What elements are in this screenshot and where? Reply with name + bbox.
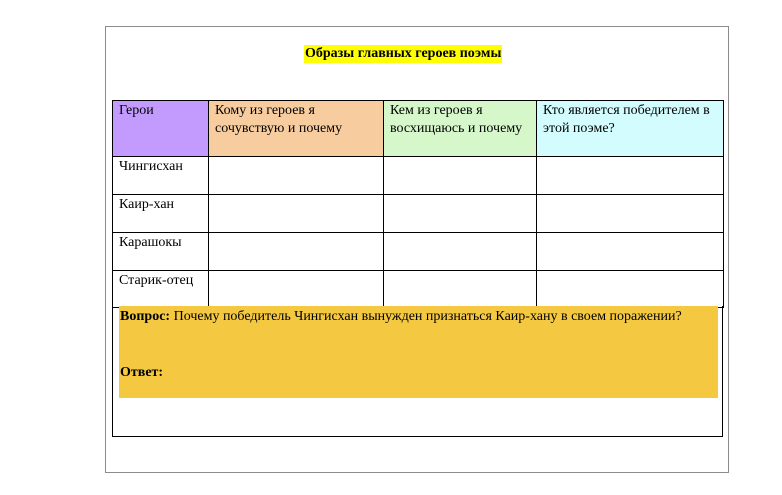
- sympathy-cell[interactable]: [209, 195, 384, 233]
- winner-cell[interactable]: [537, 157, 724, 195]
- admiration-cell[interactable]: [384, 233, 537, 271]
- admiration-cell[interactable]: [384, 157, 537, 195]
- table-row: [113, 195, 724, 233]
- table-header-row: [113, 101, 724, 157]
- hero-name-cell: Старик-отец: [113, 271, 209, 308]
- answer-label: Ответ:: [120, 365, 164, 380]
- hero-name-cell: Каир-хан: [113, 195, 209, 233]
- question-label: Вопрос:: [120, 309, 171, 324]
- heroes-table: [112, 100, 724, 308]
- table-row: [113, 157, 724, 195]
- question: [120, 308, 710, 326]
- sympathy-cell[interactable]: [209, 157, 384, 195]
- sympathy-cell[interactable]: [209, 233, 384, 271]
- table-row: [113, 271, 724, 308]
- winner-cell[interactable]: [537, 271, 724, 308]
- document-title: Образы главных героев поэмы: [305, 46, 502, 61]
- header-heroes: Герои: [113, 101, 209, 157]
- table-row: [113, 233, 724, 271]
- winner-cell[interactable]: [537, 195, 724, 233]
- header-sympathy: Кому из героев я сочувствую и почему: [209, 101, 384, 157]
- question-answer-box: [112, 306, 723, 437]
- sympathy-cell[interactable]: [209, 271, 384, 308]
- header-admiration: Кем из героев я восхищаюсь и почему: [384, 101, 537, 157]
- header-winner: Кто является победителем в этой поэме?: [537, 101, 724, 157]
- hero-name-cell: Карашокы: [113, 233, 209, 271]
- winner-cell[interactable]: [537, 233, 724, 271]
- admiration-cell[interactable]: [384, 271, 537, 308]
- admiration-cell[interactable]: [384, 195, 537, 233]
- hero-name-cell: Чингисхан: [113, 157, 209, 195]
- answer[interactable]: [120, 364, 163, 382]
- question-text: Почему победитель Чингисхан вынужден признаться Каир-хану в своем поражении?: [170, 309, 682, 324]
